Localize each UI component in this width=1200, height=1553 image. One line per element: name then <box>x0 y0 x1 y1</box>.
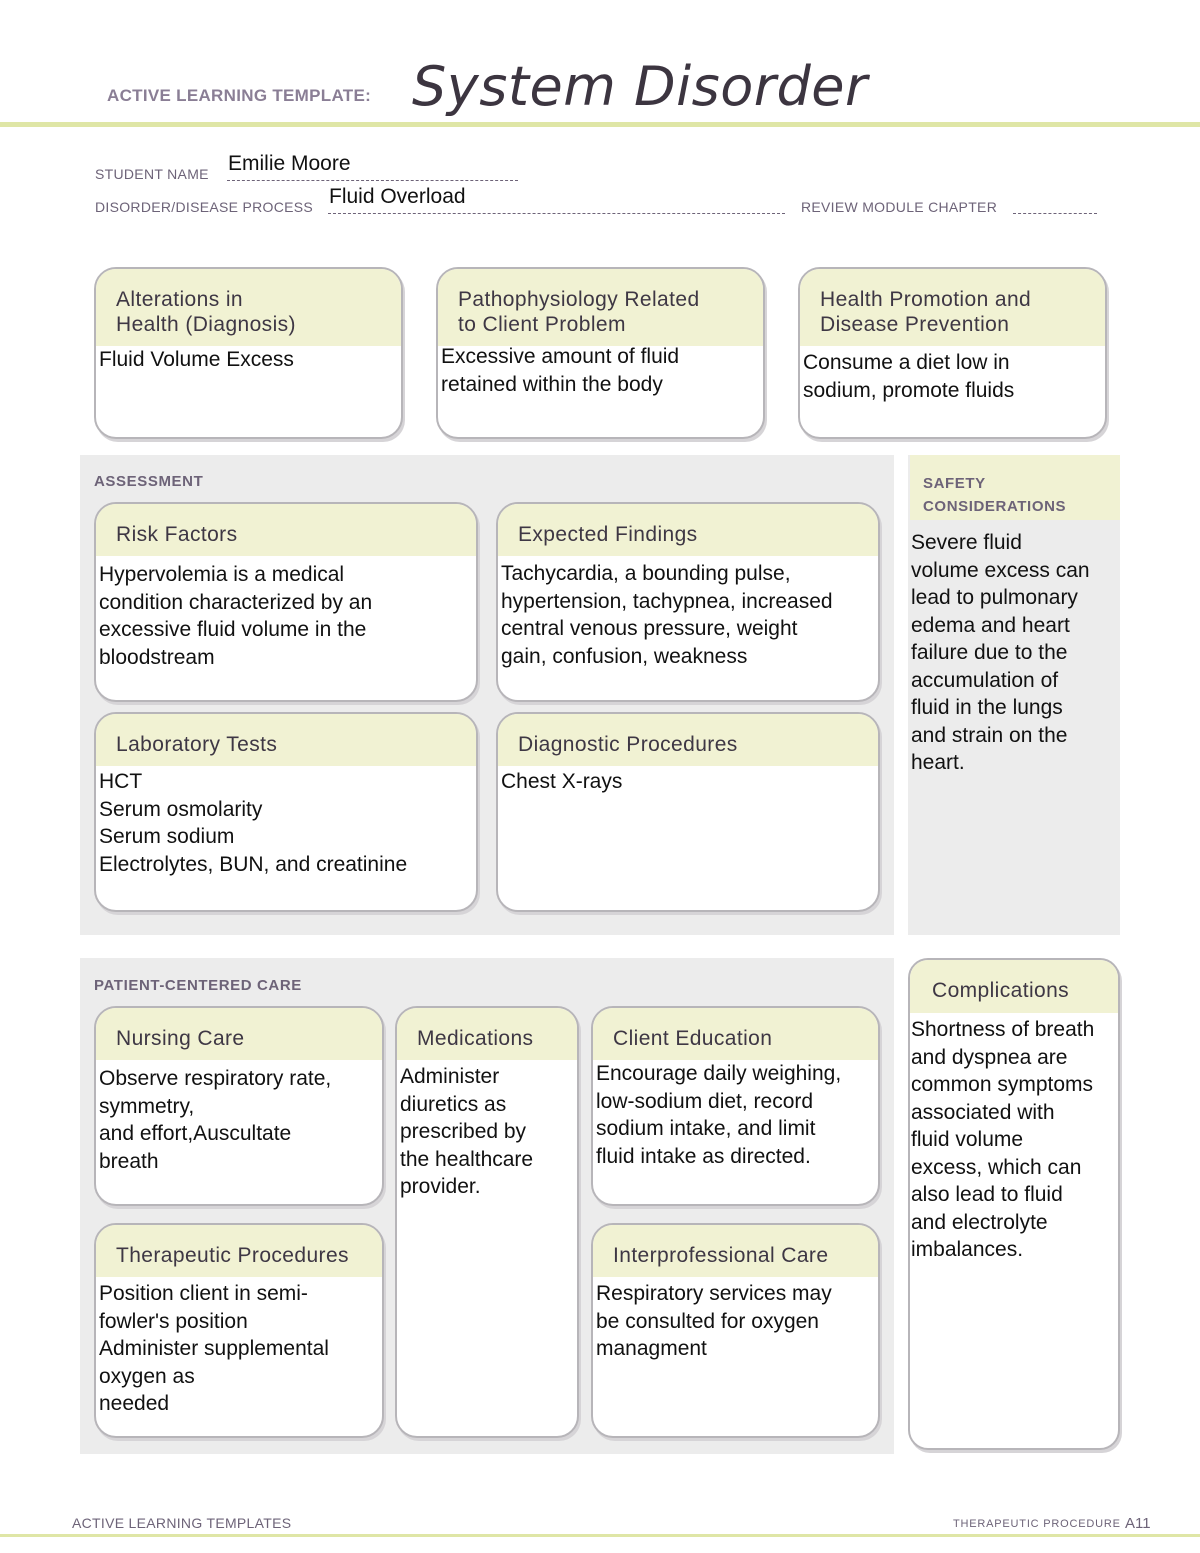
medications-text[interactable]: Administer diuretics as prescribed by the healthcare provider. <box>400 1065 534 1198</box>
template-label: ACTIVE LEARNING TEMPLATE: <box>107 86 372 105</box>
medications-title: Medications <box>397 1008 577 1060</box>
safety-text[interactable]: Severe fluid volume excess can lead to pulmonary edema and heart failure due to the accumulation of fluid in the lungs and strain on the heart. <box>911 531 1090 774</box>
alterations-box <box>94 267 403 439</box>
pathophysiology-title: Pathophysiology Related to Client Problem <box>438 269 763 346</box>
therapeutic-procedures-box <box>94 1223 384 1438</box>
diagnostic-procedures-box <box>496 712 880 912</box>
page-title: System Disorder <box>412 55 868 118</box>
disorder-line <box>328 213 785 214</box>
pathophysiology-text[interactable]: Excessive amount of fluid retained within the body <box>441 345 680 396</box>
student-name-field[interactable]: Emilie Moore <box>228 152 351 175</box>
health-promotion-box <box>798 267 1107 439</box>
student-name-line <box>227 180 518 181</box>
interprofessional-care-box <box>591 1223 880 1438</box>
client-education-box <box>591 1006 880 1206</box>
pathophysiology-box <box>436 267 765 439</box>
safety-label: SAFETY CONSIDERATIONS <box>910 455 1120 520</box>
nursing-care-text[interactable]: Observe respiratory rate, symmetry, and effort,Auscultate breath <box>99 1067 332 1173</box>
footer-divider <box>0 1534 1200 1537</box>
health-promotion-text[interactable]: Consume a diet low in sodium, promote fluids <box>803 351 1015 402</box>
expected-findings-box <box>496 502 880 702</box>
risk-factors-box <box>94 502 478 702</box>
expected-findings-title: Expected Findings <box>498 504 878 556</box>
complications-title: Complications <box>910 960 1118 1013</box>
risk-factors-text[interactable]: Hypervolemia is a medical condition characterized by an excessive fluid volume in the bloodstream <box>99 563 373 669</box>
page-number: A11 <box>1125 1515 1151 1532</box>
laboratory-tests-text[interactable]: HCT Serum osmolarity Serum sodium Electrolytes, BUN, and creatinine <box>99 770 408 876</box>
therapeutic-procedures-text[interactable]: Position client in semi- fowler's position Administer supplemental oxygen as needed <box>99 1282 329 1415</box>
medications-box <box>395 1006 579 1438</box>
assessment-label: ASSESSMENT <box>94 473 204 490</box>
disorder-label: DISORDER/DISEASE PROCESS <box>95 199 314 215</box>
footer-section-text: THERAPEUTIC PROCEDURE <box>953 1518 1121 1530</box>
disorder-field[interactable]: Fluid Overload <box>329 185 466 208</box>
complications-text[interactable]: Shortness of breath and dyspnea are common symptoms associated with fluid volume excess, which can also lead to fluid and electrolyte imbalances. <box>911 1018 1095 1261</box>
therapeutic-procedures-title: Therapeutic Procedures <box>96 1225 382 1277</box>
review-module-label: REVIEW MODULE CHAPTER <box>801 199 998 215</box>
header-divider <box>0 122 1200 127</box>
complications-box <box>908 958 1120 1450</box>
interprofessional-care-title: Interprofessional Care <box>593 1225 878 1277</box>
health-promotion-title: Health Promotion and Disease Prevention <box>800 269 1105 346</box>
risk-factors-title: Risk Factors <box>96 504 476 556</box>
footer-left-text: ACTIVE LEARNING TEMPLATES <box>72 1515 292 1531</box>
alterations-text[interactable]: Fluid Volume Excess <box>99 348 294 371</box>
diagnostic-procedures-text[interactable]: Chest X-rays <box>501 770 623 793</box>
diagnostic-procedures-title: Diagnostic Procedures <box>498 714 878 766</box>
expected-findings-text[interactable]: Tachycardia, a bounding pulse, hypertension, tachypnea, increased central venous pressure, weight gain, confusion, weakness <box>501 562 833 668</box>
patient-centered-care-label: PATIENT-CENTERED CARE <box>94 977 302 994</box>
nursing-care-box <box>94 1006 384 1206</box>
client-education-text[interactable]: Encourage daily weighing, low-sodium diet, record sodium intake, and limit fluid intake as directed. <box>596 1062 842 1168</box>
interprofessional-care-text[interactable]: Respiratory services may be consulted for oxygen managment <box>596 1282 832 1360</box>
review-module-field[interactable] <box>1013 213 1097 214</box>
nursing-care-title: Nursing Care <box>96 1008 382 1060</box>
laboratory-tests-box <box>94 712 478 912</box>
client-education-title: Client Education <box>593 1008 878 1060</box>
alterations-title: Alterations in Health (Diagnosis) <box>96 269 401 346</box>
student-name-label: STUDENT NAME <box>95 166 209 182</box>
laboratory-tests-title: Laboratory Tests <box>96 714 476 766</box>
